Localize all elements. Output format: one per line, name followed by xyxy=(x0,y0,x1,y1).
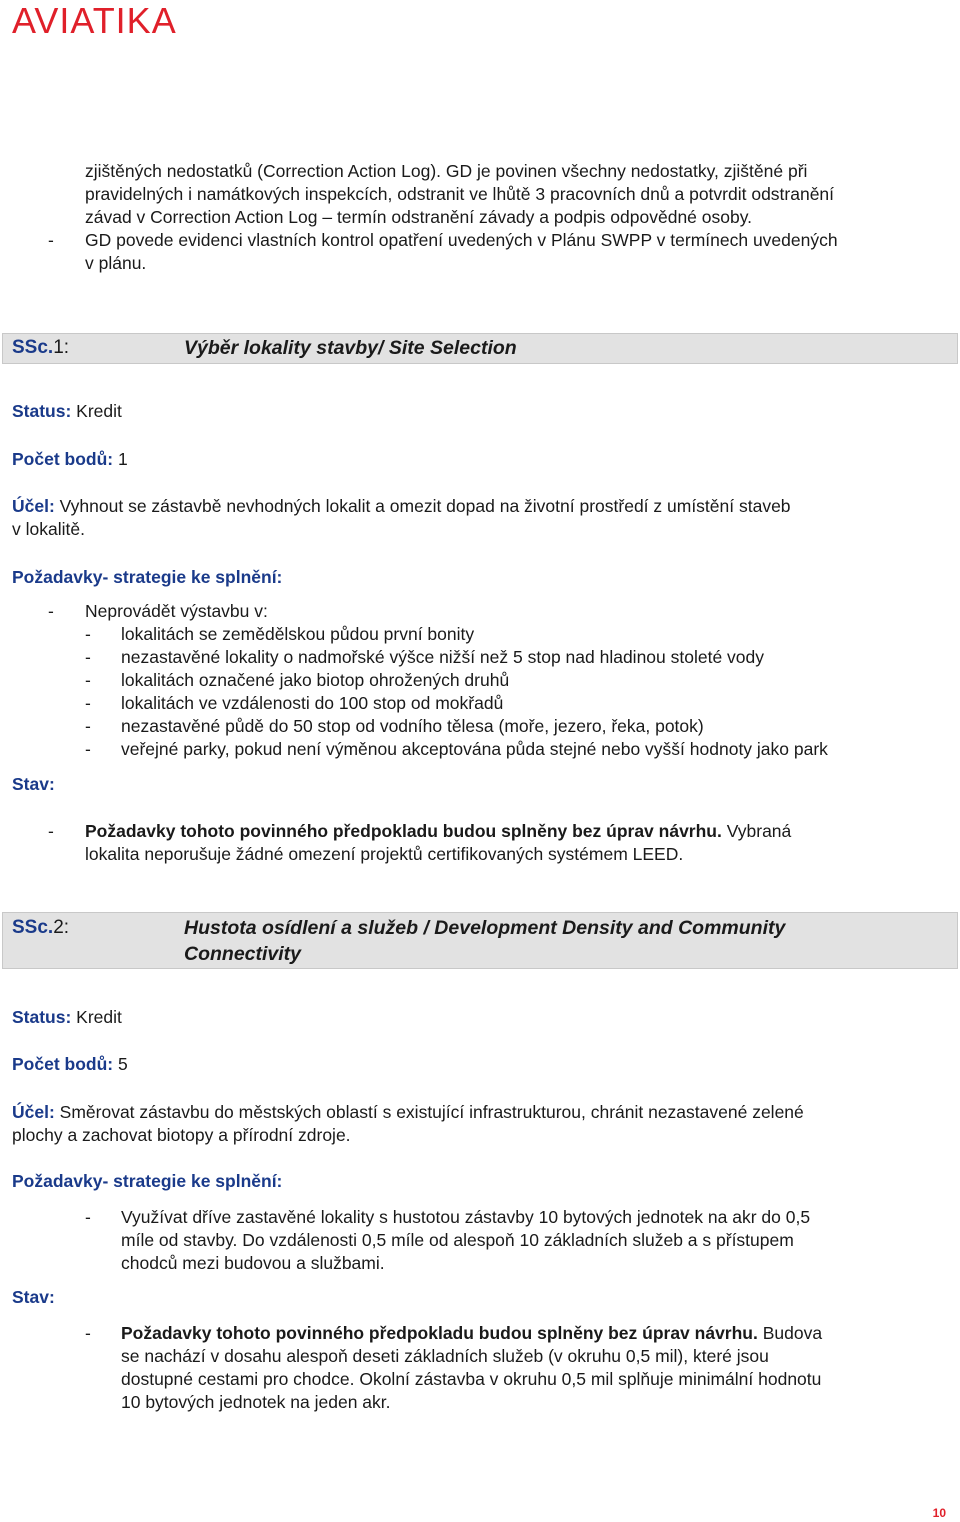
page-number: 10 xyxy=(932,1506,946,1520)
state-text: Požadavky tohoto povinného předpokladu budou splněny bez úprav návrhu. Budova xyxy=(121,1323,823,1343)
purpose-row: Účel: Vyhnout se zástavbě nevhodných lokalit a omezit dopad na životní prostředí z umístění staveb xyxy=(12,496,791,516)
bullet-dash: - xyxy=(48,821,54,841)
intro-bullet-cont: v plánu. xyxy=(85,253,147,273)
state-label: Stav: xyxy=(12,774,55,794)
state-cont: lokalita neporušuje žádné omezení projektů certifikovaných systémem LEED. xyxy=(85,844,684,864)
bullet-dash: - xyxy=(85,647,91,667)
section-title-ssc2-cont: Connectivity xyxy=(184,943,302,965)
points-row: Počet bodů: 5 xyxy=(12,1054,128,1074)
intro-line: zjištěných nedostatků (Correction Action Log). GD je povinen všechny nedostatky, zjištěné při xyxy=(85,161,808,181)
requirement-item: nezastavěné půdě do 50 stop od vodního tělesa (moře, jezero, řeka, potok) xyxy=(121,716,704,736)
bullet-dash: - xyxy=(85,716,91,736)
state-line: 10 bytových jednotek na jeden akr. xyxy=(121,1392,391,1412)
section-title-ssc1: Výběr lokality stavby/ Site Selection xyxy=(184,337,517,359)
requirement-item: nezastavěné lokality o nadmořské výšce nižší než 5 stop nad hladinou stoleté vody xyxy=(121,647,765,667)
intro-line: závad v Correction Action Log – termín odstranění závady a podpis odpovědné osoby. xyxy=(85,207,753,227)
purpose-cont: v lokalitě. xyxy=(12,519,85,539)
bullet-dash: - xyxy=(48,230,54,250)
bullet-dash: - xyxy=(85,624,91,644)
state-line: dostupné cestami pro chodce. Okolní zástavba v okruhu 0,5 mil splňuje minimální hodnotu xyxy=(121,1369,822,1389)
status-row: Status: Kredit xyxy=(12,401,122,421)
section-title-ssc2: Hustota osídlení a služeb / Development Density and Community xyxy=(184,917,786,939)
bullet-dash: - xyxy=(85,670,91,690)
purpose-row: Účel: Směrovat zástavbu do městských oblastí s existující infrastrukturou, chránit nezastavené zelené xyxy=(12,1102,804,1122)
state-text: Požadavky tohoto povinného předpokladu budou splněny bez úprav návrhu. Vybraná xyxy=(85,821,792,841)
requirement-item: lokalitách označené jako biotop ohrožených druhů xyxy=(121,670,510,690)
purpose-cont: plochy a zachovat biotopy a přírodní zdroje. xyxy=(12,1125,351,1145)
bullet-dash: - xyxy=(85,1323,91,1343)
state-label: Stav: xyxy=(12,1287,55,1307)
requirements-label: Požadavky- strategie ke splnění: xyxy=(12,1171,283,1191)
bullet-dash: - xyxy=(85,693,91,713)
bullet-dash: - xyxy=(85,1207,91,1227)
section-code-ssc2: SSc.2: xyxy=(12,917,70,938)
status-row: Status: Kredit xyxy=(12,1007,122,1027)
requirement-main: Neprovádět výstavbu v: xyxy=(85,601,268,621)
intro-line: pravidelných i namátkových inspekcích, odstranit ve lhůtě 3 pracovních dnů a potvrdit odstranění xyxy=(85,184,835,204)
requirement-item: veřejné parky, pokud není výměnou akceptována půda stejné nebo vyšší hodnoty jako park xyxy=(121,739,828,759)
requirement-item: lokalitách ve vzdálenosti do 100 stop od mokřadů xyxy=(121,693,504,713)
company-logo: AVIATIKA xyxy=(12,0,177,41)
requirement-item: lokalitách se zemědělskou půdou první bonity xyxy=(121,624,475,644)
requirement-line: míle od stavby. Do vzdálenosti 0,5 míle od alespoň 10 základních služeb a s přístupem xyxy=(121,1230,794,1250)
requirement-line: chodců mezi budovou a službami. xyxy=(121,1253,385,1273)
points-row: Počet bodů: 1 xyxy=(12,449,128,469)
state-line: se nachází v dosahu alespoň deseti základních služeb (v okruhu 0,5 mil), které jsou xyxy=(121,1346,769,1366)
requirements-label: Požadavky- strategie ke splnění: xyxy=(12,567,283,587)
bullet-dash: - xyxy=(48,601,54,621)
section-code-ssc1: SSc.1: xyxy=(12,337,70,358)
requirement-line: Využívat dříve zastavěné lokality s hustotou zástavby 10 bytových jednotek na akr do 0,5 xyxy=(121,1207,811,1227)
intro-bullet: GD povede evidenci vlastních kontrol opatření uvedených v Plánu SWPP v termínech uvedených xyxy=(85,230,838,250)
bullet-dash: - xyxy=(85,739,91,759)
